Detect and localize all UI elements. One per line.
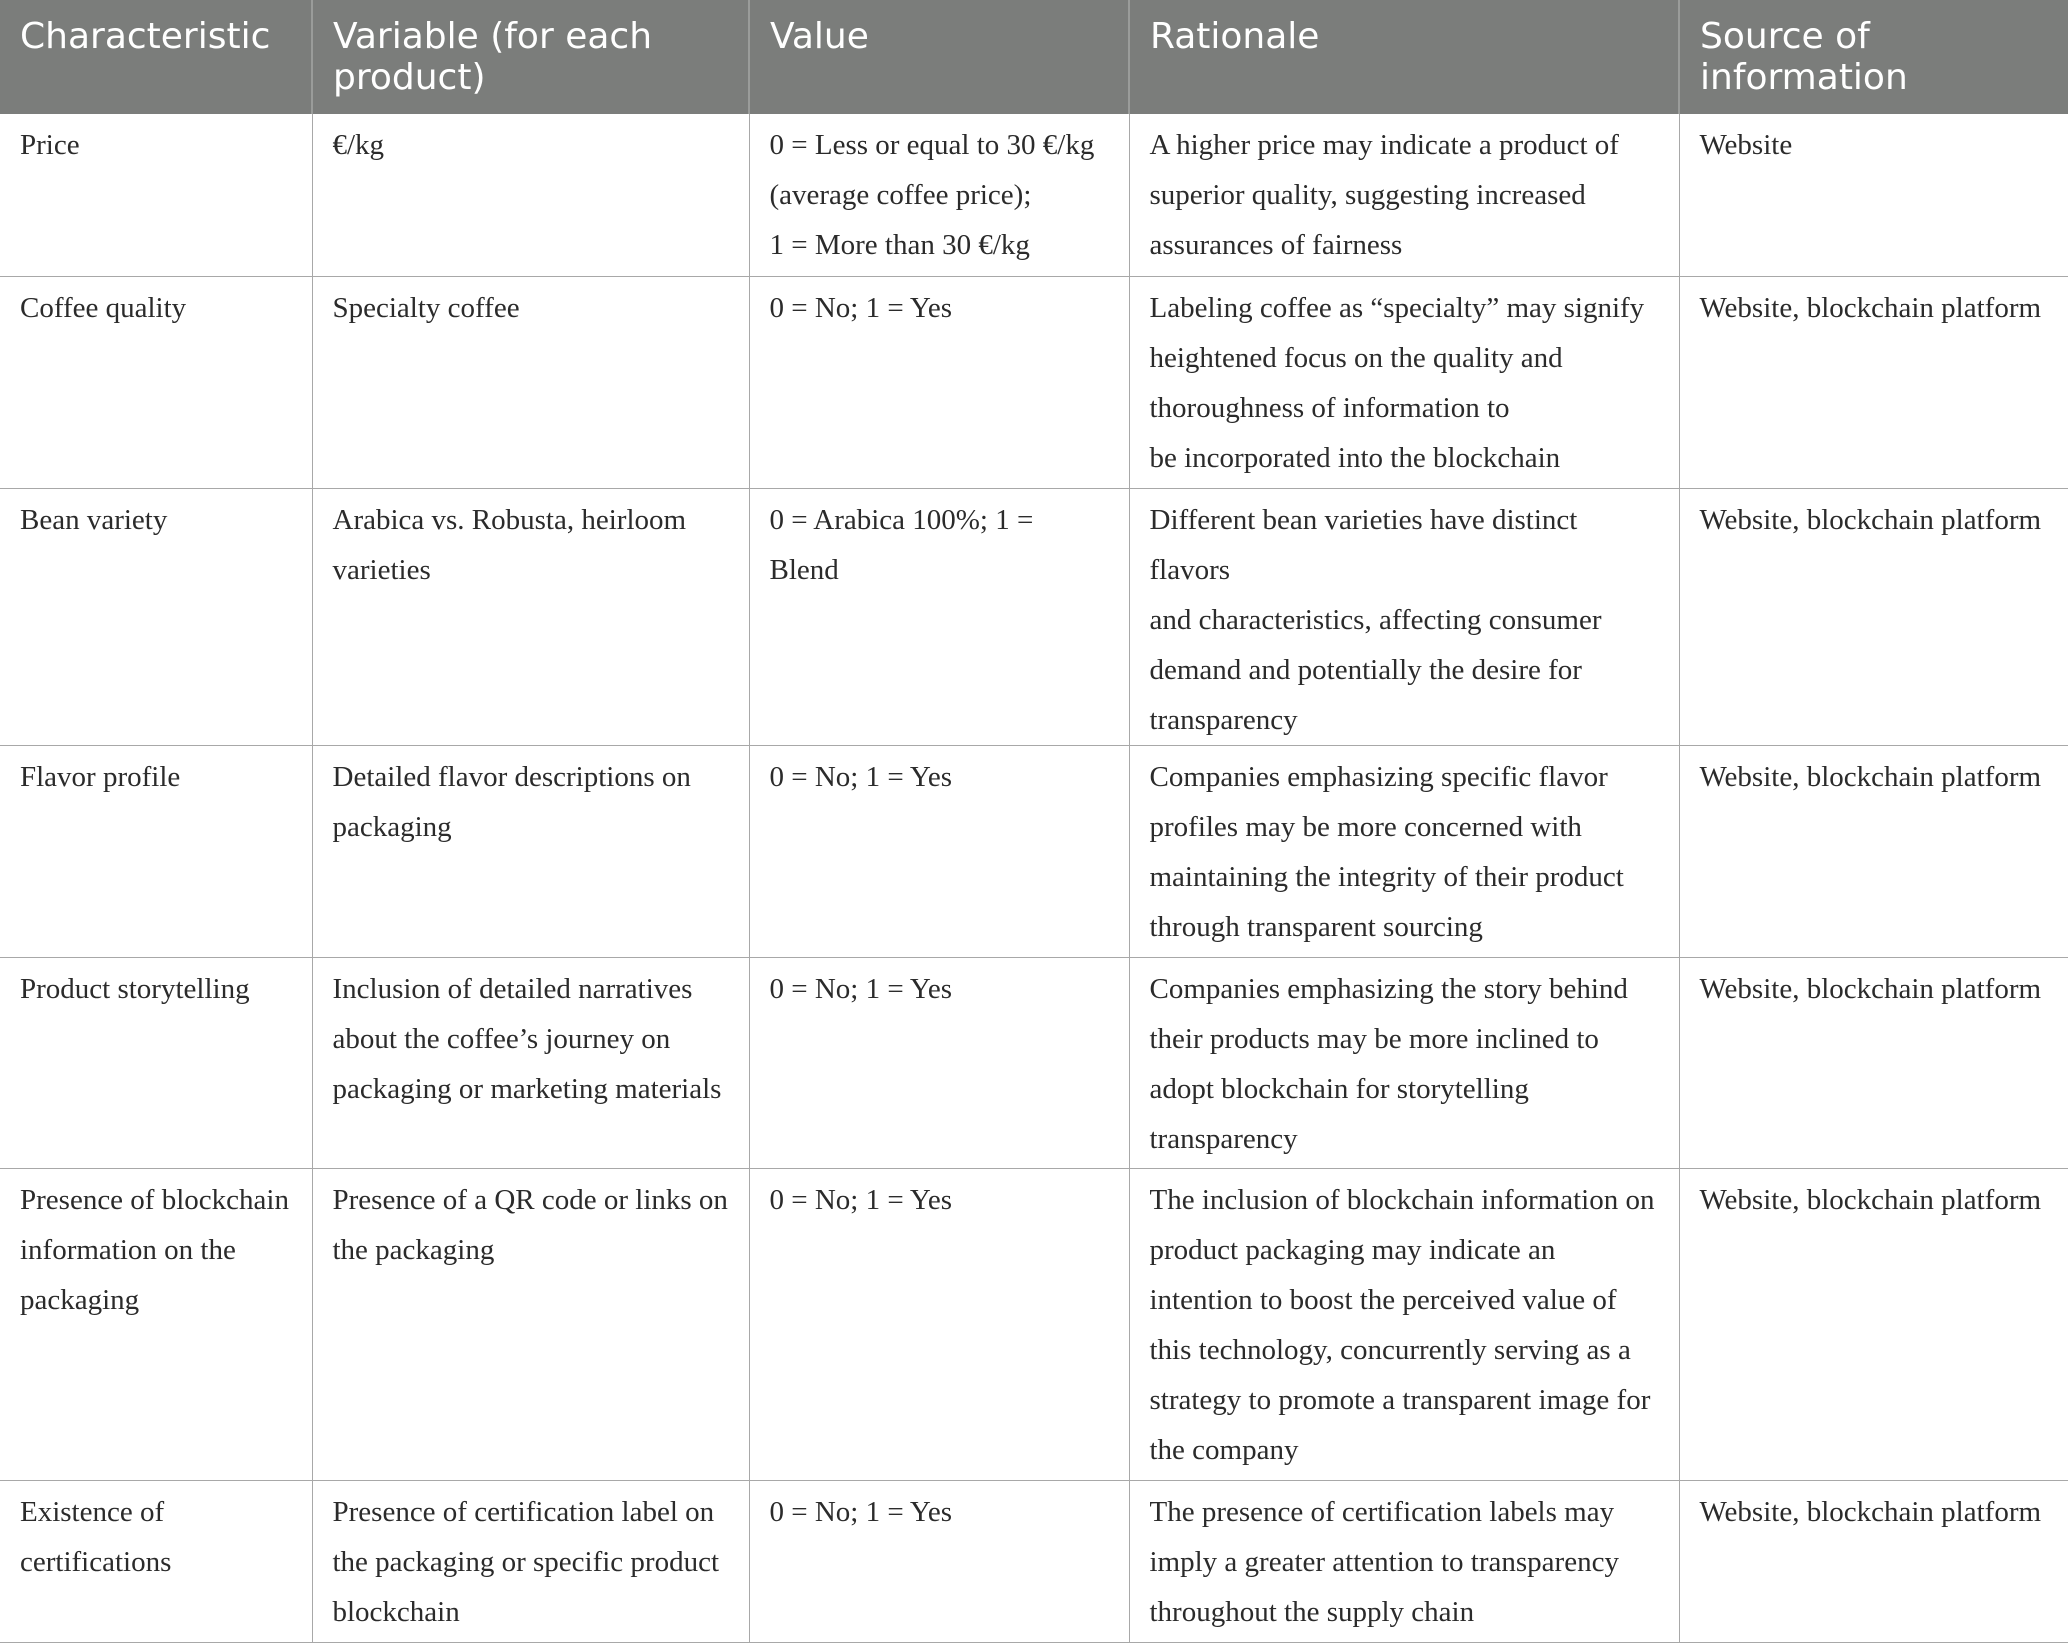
cell-characteristic: Flavor profile xyxy=(0,745,312,957)
header-variable: Variable (for each product) xyxy=(312,0,749,114)
cell-characteristic: Bean variety xyxy=(0,488,312,745)
cell-variable: €/kg xyxy=(312,114,749,276)
table-row xyxy=(0,745,2068,957)
cell-value: 0 = Less or equal to 30 €/kg (average coffee price); 1 = More than 30 €/kg xyxy=(749,114,1129,276)
header-value: Value xyxy=(749,0,1129,114)
cell-rationale: Different bean varieties have distinct flavors and characteristics, affecting consumer demand and potentially the desire for transparency xyxy=(1129,488,1679,745)
cell-source: Website, blockchain platform xyxy=(1679,1168,2068,1480)
cell-value: 0 = No; 1 = Yes xyxy=(749,276,1129,488)
cell-variable: Inclusion of detailed narratives about the coffee’s journey on packaging or marketing materials xyxy=(312,957,749,1168)
cell-rationale: Companies emphasizing specific flavor profiles may be more concerned with maintaining the integrity of their product through transparent sourcing xyxy=(1129,745,1679,957)
cell-source: Website, blockchain platform xyxy=(1679,488,2068,745)
cell-value: 0 = No; 1 = Yes xyxy=(749,1168,1129,1480)
cell-rationale: The inclusion of blockchain information on product packaging may indicate an intention to boost the perceived value of this technology, concurrently serving as a strategy to promote a transparent image for the company xyxy=(1129,1168,1679,1480)
cell-rationale: Labeling coffee as “specialty” may signify heightened focus on the quality and thoroughness of information to be incorporated into the blockchain xyxy=(1129,276,1679,488)
table-row xyxy=(0,114,2068,276)
cell-rationale: Companies emphasizing the story behind their products may be more inclined to adopt blockchain for storytelling transparency xyxy=(1129,957,1679,1168)
cell-source: Website, blockchain platform xyxy=(1679,745,2068,957)
cell-source: Website xyxy=(1679,114,2068,276)
cell-value: 0 = Arabica 100%; 1 = Blend xyxy=(749,488,1129,745)
table-header-row xyxy=(0,0,2068,114)
header-source: Source of information xyxy=(1700,16,1908,98)
cell-variable: Detailed flavor descriptions on packaging xyxy=(312,745,749,957)
cell-variable: Presence of certification label on the packaging or specific product blockchain xyxy=(312,1480,749,1642)
cell-variable: Arabica vs. Robusta, heirloom varieties xyxy=(312,488,749,745)
table-row xyxy=(0,1480,2068,1642)
table-row xyxy=(0,1168,2068,1480)
header-characteristic: Characteristic xyxy=(0,0,312,114)
cell-characteristic: Price xyxy=(0,114,312,276)
cell-characteristic: Existence of certifications xyxy=(0,1480,312,1642)
cell-characteristic: Coffee quality xyxy=(0,276,312,488)
cell-source: Website, blockchain platform xyxy=(1679,1480,2068,1642)
header-rationale: Rationale xyxy=(1129,0,1679,114)
cell-characteristic: Product storytelling xyxy=(0,957,312,1168)
cell-rationale: The presence of certification labels may imply a greater attention to transparency throughout the supply chain xyxy=(1129,1480,1679,1642)
cell-rationale: A higher price may indicate a product of superior quality, suggesting increased assurances of fairness xyxy=(1129,114,1679,276)
cell-characteristic: Presence of blockchain information on the packaging xyxy=(0,1168,312,1480)
table-row xyxy=(0,276,2068,488)
cell-variable: Presence of a QR code or links on the packaging xyxy=(312,1168,749,1480)
cell-variable: Specialty coffee xyxy=(312,276,749,488)
cell-value: 0 = No; 1 = Yes xyxy=(749,745,1129,957)
cell-source: Website, blockchain platform xyxy=(1679,276,2068,488)
cell-source: Website, blockchain platform xyxy=(1679,957,2068,1168)
cell-value: 0 = No; 1 = Yes xyxy=(749,957,1129,1168)
table-row xyxy=(0,957,2068,1168)
cell-value: 0 = No; 1 = Yes xyxy=(749,1480,1129,1642)
table-row xyxy=(0,488,2068,745)
